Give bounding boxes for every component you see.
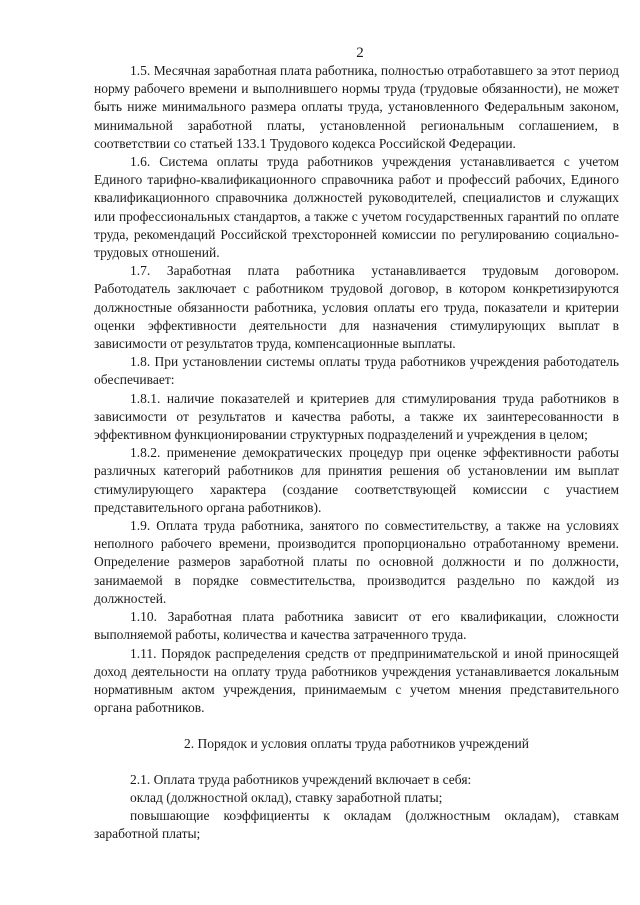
paragraph-1-9: 1.9. Оплата труда работника, занятого по совместительству, а также на условиях неполного рабочего времени, производится пропорционально отработанному времени. Определение размеров заработной платы по основной должности и по должности, занимаемой в порядке совместительства, производится раздельно по каждой из должностей. xyxy=(94,518,619,606)
paragraph-1-6: 1.6. Система оплаты труда работников учреждения устанавливается с учетом Единого тарифно-квалификационного справочника работ и профессий рабочих, Единого квалификационного справочника должностей руководителей, специалистов и служащих или профессиональных стандартов, а также с учетом государственных гарантий по оплате труда, рекомендаций Российской трехсторонней комиссии по регулированию социально-трудовых отношений. xyxy=(94,154,619,261)
page-number: 2 xyxy=(356,45,364,61)
document-body xyxy=(94,62,619,843)
paragraph-1-5: 1.5. Месячная заработная плата работника, полностью отработавшего за этот период норму рабочего времени и выполнившего нормы труда (трудовые обязанности), не может быть ниже минимального размера оплаты труда, установленного Федеральным законом, минимальной заработной платы, установленной региональным соглашением, в соответствии со статьей 133.1 Трудового кодекса Российской Федерации. xyxy=(94,63,619,151)
paragraph-1-10: 1.10. Заработная плата работника зависит от его квалификации, сложности выполняемой работы, количества и качества затраченного труда. xyxy=(94,609,619,643)
paragraph-1-7: 1.7. Заработная плата работника устанавливается трудовым договором. Работодатель заключает с работником трудовой договор, в котором конкретизируются должностные обязанности работника, условия оплаты его труда, показатели и критерии оценки эффективности деятельности для назначения стимулирующих выплат в зависимости от результатов труда, компенсационные выплаты. xyxy=(94,263,619,352)
paragraph-2-1: 2.1. Оплата труда работников учреждений включает в себя: xyxy=(130,771,472,787)
paragraph-1-8-1: 1.8.1. наличие показателей и критериев для стимулирования труда работников в зависимости от результатов и качества работы, а также их заинтересованности в эффективном функционировании структурных подразделений и учреждения в целом; xyxy=(94,390,619,443)
list-item-salary: оклад (должностной оклад), ставку заработной платы; xyxy=(130,789,443,805)
paragraph-1-11: 1.11. Порядок распределения средств от предпринимательской и иной приносящей доход деятельности на оплату труда работников учреждения устанавливается локальным нормативным актом учреждения, принимаемым с учетом мнения представительного органа работников. xyxy=(94,645,619,716)
paragraph-1-8-2: 1.8.2. применение демократических процедур при оценке эффективности работы различных категорий работников для принятия решения об установлении им выплат стимулирующего характера (создание соответствующей комиссии с участием представительного органа работников). xyxy=(94,445,619,515)
list-item-coefficients: повышающие коэффициенты к окладам (должностным окладам), ставкам заработной платы; xyxy=(94,807,619,842)
paragraph-1-8: 1.8. При установлении системы оплаты труда работников учреждения работодатель обеспечивает: xyxy=(94,354,619,388)
section-heading: 2. Порядок и условия оплаты труда работников учреждений xyxy=(183,736,530,752)
